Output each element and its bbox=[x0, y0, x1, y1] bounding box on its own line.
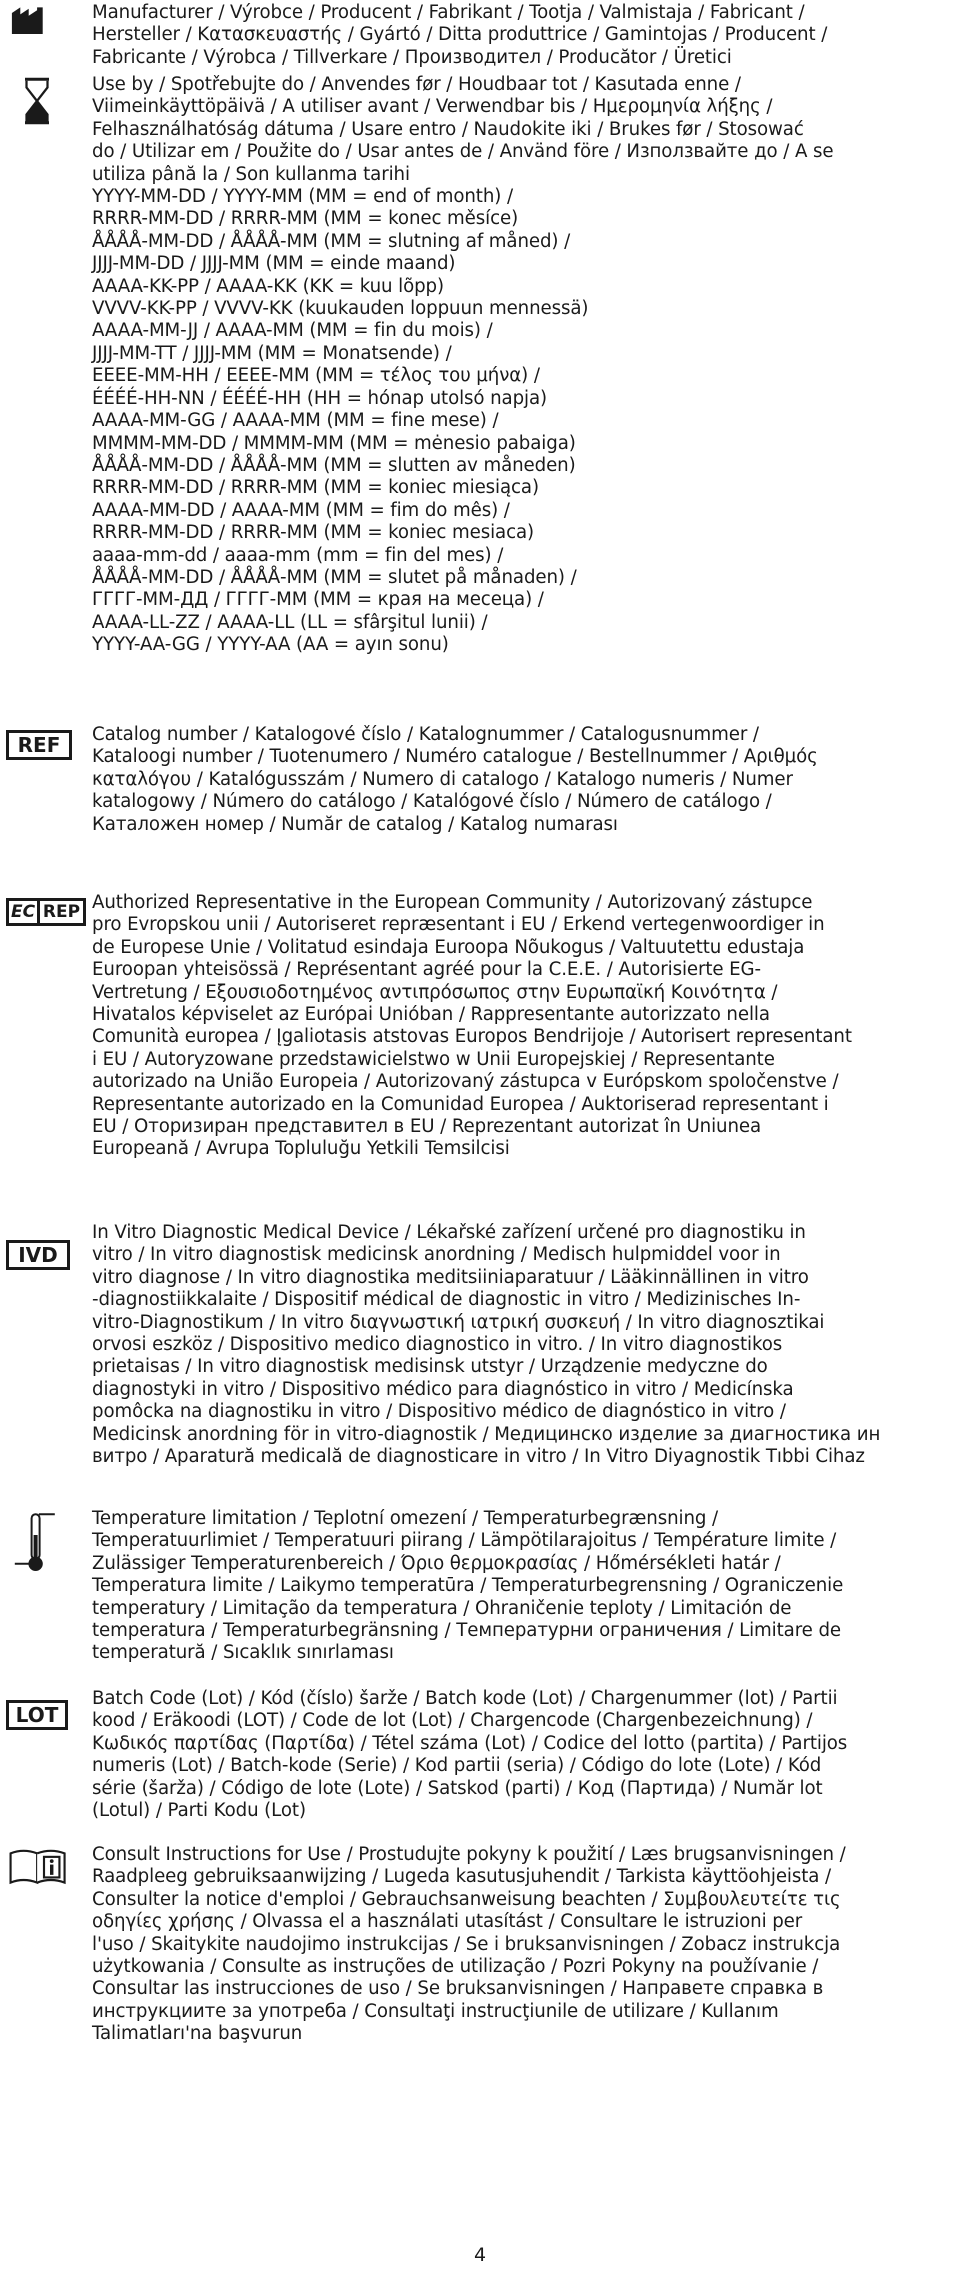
ivd-icon bbox=[6, 1240, 70, 1270]
entry-text: Catalog number / Katalogové číslo / Katalognummer / Catalogusnummer / Kataloogi number / Tuotenumero / Numéro catalogue / Bestellnummer / Αριθμός καταλόγου / Katalógusszám / Numero di catalogo / Katalogo numeris / Numer katalogowy / Número do catálogo / Katalógové číslo / Número de catálogo / Каталожен номер / Număr de catalog / Katalog numarası bbox=[92, 724, 818, 835]
entry-text: Consult Instructions for Use / Prostudujte pokyny k použití / Læs brugsanvisningen / Raadpleeg gebruiksaanwijzing / Lugeda kasutusjuhendit / Tarkista käyttöohjeista / Consulter la notice d'emploi / Gebrauchsanweisung beachten / Συμβουλευτείτε τις οδηγίες χρήσης / Olvassa el a használati utasítást / Consultare le istruzioni per l'uso / Skaitykite naudojimo instrukcijas / Se i bruksanvisningen / Zobacz instrukcja użytkowania / Consulte as instruções de utilização / Pozri Pokyny na používanie / Consultar las instrucciones de uso / Se bruksanvisningen / Направете справка в инструкциите за употреба / Consultaţi instrucţiunile de utilizare / Kullanım Talimatları'na başvurun bbox=[92, 1844, 846, 2045]
entry-text: Authorized Representative in the European Community / Autorizovaný zástupce pro Evropskou unii / Autoriseret repræsentant i EU / Erkend vertegenwoordiger in de Europese Unie / Volitatud esindaja Euroopa Nõukogus / Valtuutettu edustaja Euroopan yhteisössä / Représentant agréé pour la C.E.E. / Autorisierte EG- Vertretung / Εξουσιοδοτημένος αντιπρόσωπος στην Ευρωπαϊκή Κοινότητα / Hivatalos képviselet az Európai Unióban / Rappresentante autorizzato nella Comunità europea / Įgaliotasis atstovas Europos Bendrijoje / Autorisert representant i EU / Autoryzowane przedstawicielstwo w Unii Europejskiej / Representante autorizado na União Europeia / Autorizovaný zástupca v Európskom spoločenstve / Representante autorizado en la Comunidad Europea / Auktoriserad representant i EU / Оторизиран представител в ЕU / Reprezentant autorizat în Uniunea Europeană / Avrupa Topluluğu Yetkili Temsilcisi bbox=[92, 892, 852, 1160]
lot-icon-label: LOT bbox=[15, 1703, 59, 1727]
consult-instructions-icon bbox=[8, 1848, 68, 1888]
entry-text: In Vitro Diagnostic Medical Device / Lékařské zařízení určené pro diagnostiku in vitro / In vitro diagnostisk medicinsk anordning / Medisch hulpmiddel voor in vitro diagnose / In vitro diagnostika meditsiiniaparatuur / Lääkinnällinen in vitro -diagnostiikkalaite / Dispositif médical de diagnostic in vitro / Medizinisches In- vitro-Diagnostikum / In vitro διαγνωστική ιατρική συσκευή / In vitro diagnosztikai orvosi eszköz / Dispositivo medico diagnostico in vitro. / In vitro diagnostikos prietaisas / In vitro diagnostisk medisinsk utstyr / Urządzenie medyczne do diagnostyki in vitro / Dispositivo médico para diagnóstico in vitro / Medicínska pomôcka na diagnostiku in vitro / Dispositivo médico de diagnóstico in vitro / Medicinsk anordning för in vitro-diagnostik / Медицинско изделие за диагностика ин витро / Aparatură medicală de diagnosticare in vitro / In Vitro Diyagnostik Tıbbi Cihaz bbox=[92, 1222, 881, 1468]
page-number: 4 bbox=[473, 2244, 487, 2266]
thermometer-icon bbox=[10, 1510, 58, 1576]
ec-rep-icon-right-label: REP bbox=[42, 902, 81, 922]
entry-text: Batch Code (Lot) / Kód (číslo) šarže / Batch kode (Lot) / Chargenummer (lot) / Partii kood / Eräkoodi (LOT) / Code de lot (Lot) / Chargencode (Chargenbezeichnung) / Κωδικός παρτίδας (Παρτίδα) / Tétel száma (Lot) / Codice del lotto (partita) / Partijos numeris (Lot) / Batch-kode (Serie) / Kod partii (seria) / Código do lote (Lote) / Kód série (šarža) / Código de lote (Lote) / Satskod (parti) / Код (Партида) / Număr lot (Lotul) / Parti Kodu (Lot) bbox=[92, 1688, 848, 1822]
entry-text: Manufacturer / Výrobce / Producent / Fabrikant / Tootja / Valmistaja / Fabricant / Hersteller / Κατασκευαστής / Gyártó / Ditta produttrice / Gamintojas / Producent / Fabricante / Výrobca / Tillverkare / Производител / Producător / Üretici bbox=[92, 2, 828, 68]
ref-icon bbox=[6, 730, 72, 760]
entry-text: Use by / Spotřebujte do / Anvendes før / Houdbaar tot / Kasutada enne / Viimeinkäyttöpäivä / A utiliser avant / Verwendbar bis / Ημερομηνία λήξης / Felhasználhatóság dátuma / Usare entro / Naudokite iki / Brukes før / Stosować do / Utilizar em / Použite do / Usar antes de / Använd före / Използвайте до / A se utiliza până la / Son kullanma tarihi YYYY-MM-DD / YYYY-MM (MM = end of month) / RRRR-MM-DD / RRRR-MM (MM = konec měsíce) ÅÅÅÅ-MM-DD / ÅÅÅÅ-MM (MM = slutning af måned) / JJJJ-MM-DD / JJJJ-MM (MM = einde maand) AAAA-KK-PP / AAAA-KK (KK = kuu lõpp) VVVV-KK-PP / VVVV-KK (kuukauden loppuun mennessä) AAAA-MM-JJ / AAAA-MM (MM = fin du mois) / JJJJ-MM-TT / JJJJ-MM (MM = Monatsende) / ΕΕΕΕ-ΜΜ-ΗΗ / ΕΕΕΕ-ΜΜ (ΜΜ = τέλος του μήνα) / ÉÉÉÉ-HH-NN / ÉÉÉÉ-HH (HH = hónap utolsó napja) AAAA-MM-GG / AAAA-MM (MM = fine mese) / MMMM-MM-DD / MMMM-MM (MM = mėnesio pabaiga) ÅÅÅÅ-MM-DD / ÅÅÅÅ-MM (MM = slutten av måneden) RRRR-MM-DD / RRRR-MM (MM = koniec miesiąca) AAAA-MM-DD / AAAA-MM (MM = fim do mês) / RRRR-MM-DD / RRRR-MM (MM = koniec mesiaca) aaaa-mm-dd / aaaa-mm (mm = fin del mes) / ÅÅÅÅ-MM-DD / ÅÅÅÅ-MM (MM = slutet på månaden) / ГГГГ-ММ-ДД / ГГГГ-ММ (ММ = края на месеца) / AAAA-LL-ZZ / AAAA-LL (LL = sfârşitul lunii) / YYYY-AA-GG / YYYY-AA (AA = ayın sonu) bbox=[92, 74, 834, 656]
lot-icon bbox=[6, 1700, 68, 1730]
hourglass-icon bbox=[22, 76, 52, 126]
ivd-icon-label: IVD bbox=[18, 1243, 58, 1267]
ref-icon-label: REF bbox=[17, 733, 61, 757]
ec-rep-icon-left-label: EC bbox=[9, 901, 40, 923]
manufacturer-icon bbox=[10, 6, 60, 48]
ec-rep-icon bbox=[6, 898, 86, 926]
entry-text: Temperature limitation / Teplotní omezení / Temperaturbegrænsning / Temperatuurlimiet / Temperatuuri piirang / Lämpötilarajoitus / Température limite / Zulässiger Temperaturenbereich / Όριο θερμοκρασίας / Hőmérsékleti határ / Temperatura limite / Laikymo temperatūra / Temperaturbegrensning / Ograniczenie temperatury / Limitação da temperatura / Ohraničenie teploty / Limitación de temperatura / Temperaturbegränsning / Температурни ограничения / Limitare de temperatură / Sıcaklık sınırlaması bbox=[92, 1508, 844, 1664]
